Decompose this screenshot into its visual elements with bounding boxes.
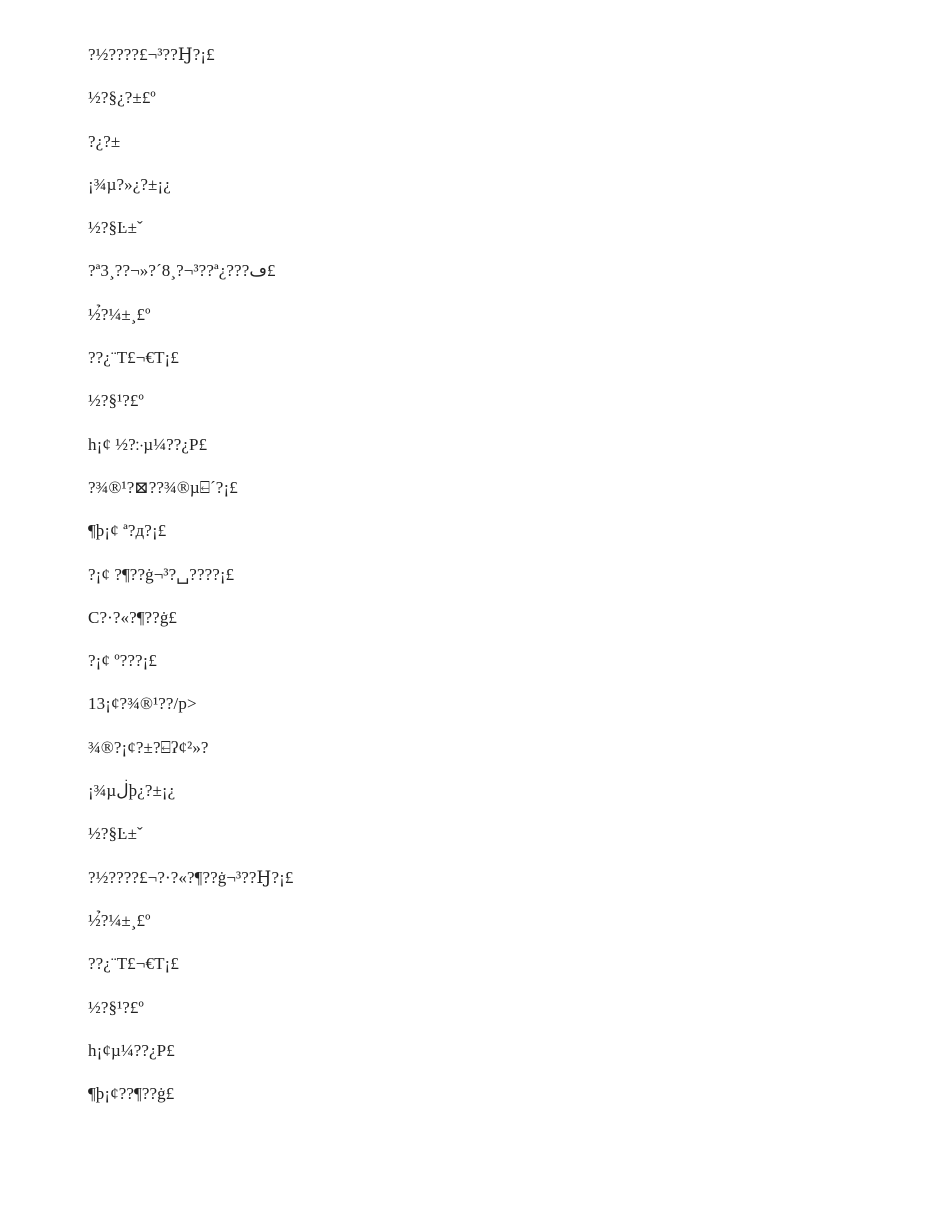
text-line: ½?§Ŀ±ˇ: [88, 218, 143, 238]
text-line: ½̉?¼±¸£º: [88, 304, 151, 324]
text-line: 13¡¢?¾®¹??/p>: [88, 694, 197, 714]
text-line: ¡¾µ?»¿?±¡¿: [88, 174, 171, 194]
text-line: ½?§¿?±£º: [88, 88, 156, 108]
text-line: ?½????£¬³??Ꜧ?¡£: [88, 45, 215, 64]
text-line: ½?§¹?£º: [88, 391, 144, 411]
text-line: ??¿¨T£¬€T¡£: [88, 954, 179, 974]
text-line: C?·?«?¶??ġ£: [88, 607, 178, 627]
text-line: ¡¾µڶþ¿?±¡¿: [88, 781, 176, 801]
text-line: ½̉?¼±¸£º: [88, 910, 151, 930]
text-line: ?ª3¸??¬»?´8¸?¬³??ª¿???ڡ£: [88, 261, 276, 281]
text-line: h¡¢µ¼??¿P£: [88, 1040, 175, 1060]
document-body: [88, 43, 868, 1125]
text-line: ??¿¨T£¬€T¡£: [88, 348, 179, 368]
text-line: ?¿?±: [88, 131, 121, 151]
text-line: ?¡¢ ?¶??ġ¬³?␣????¡£: [88, 564, 235, 584]
text-line: ¶þ¡¢??¶??ġ£: [88, 1084, 175, 1104]
text-line: ½?§Ŀ±ˇ: [88, 824, 143, 844]
text-line: ¾®?¡¢?±?⍇ʔ¢²»?: [88, 737, 209, 757]
text-line: ½?§¹?£º: [88, 997, 144, 1017]
text-line: ¶þ¡¢ ª?д?¡£: [88, 521, 167, 541]
text-line: ?¡¢ º???¡£: [88, 651, 158, 671]
text-line: ?½????£¬?·?«?¶??ġ¬³??Ꜧ?¡£: [88, 867, 294, 887]
text-line: h¡¢ ½?჻µ¼??¿P£: [88, 434, 208, 454]
text-line: ?¾®¹?⊠??¾®µ⍇´?¡£: [88, 477, 238, 497]
